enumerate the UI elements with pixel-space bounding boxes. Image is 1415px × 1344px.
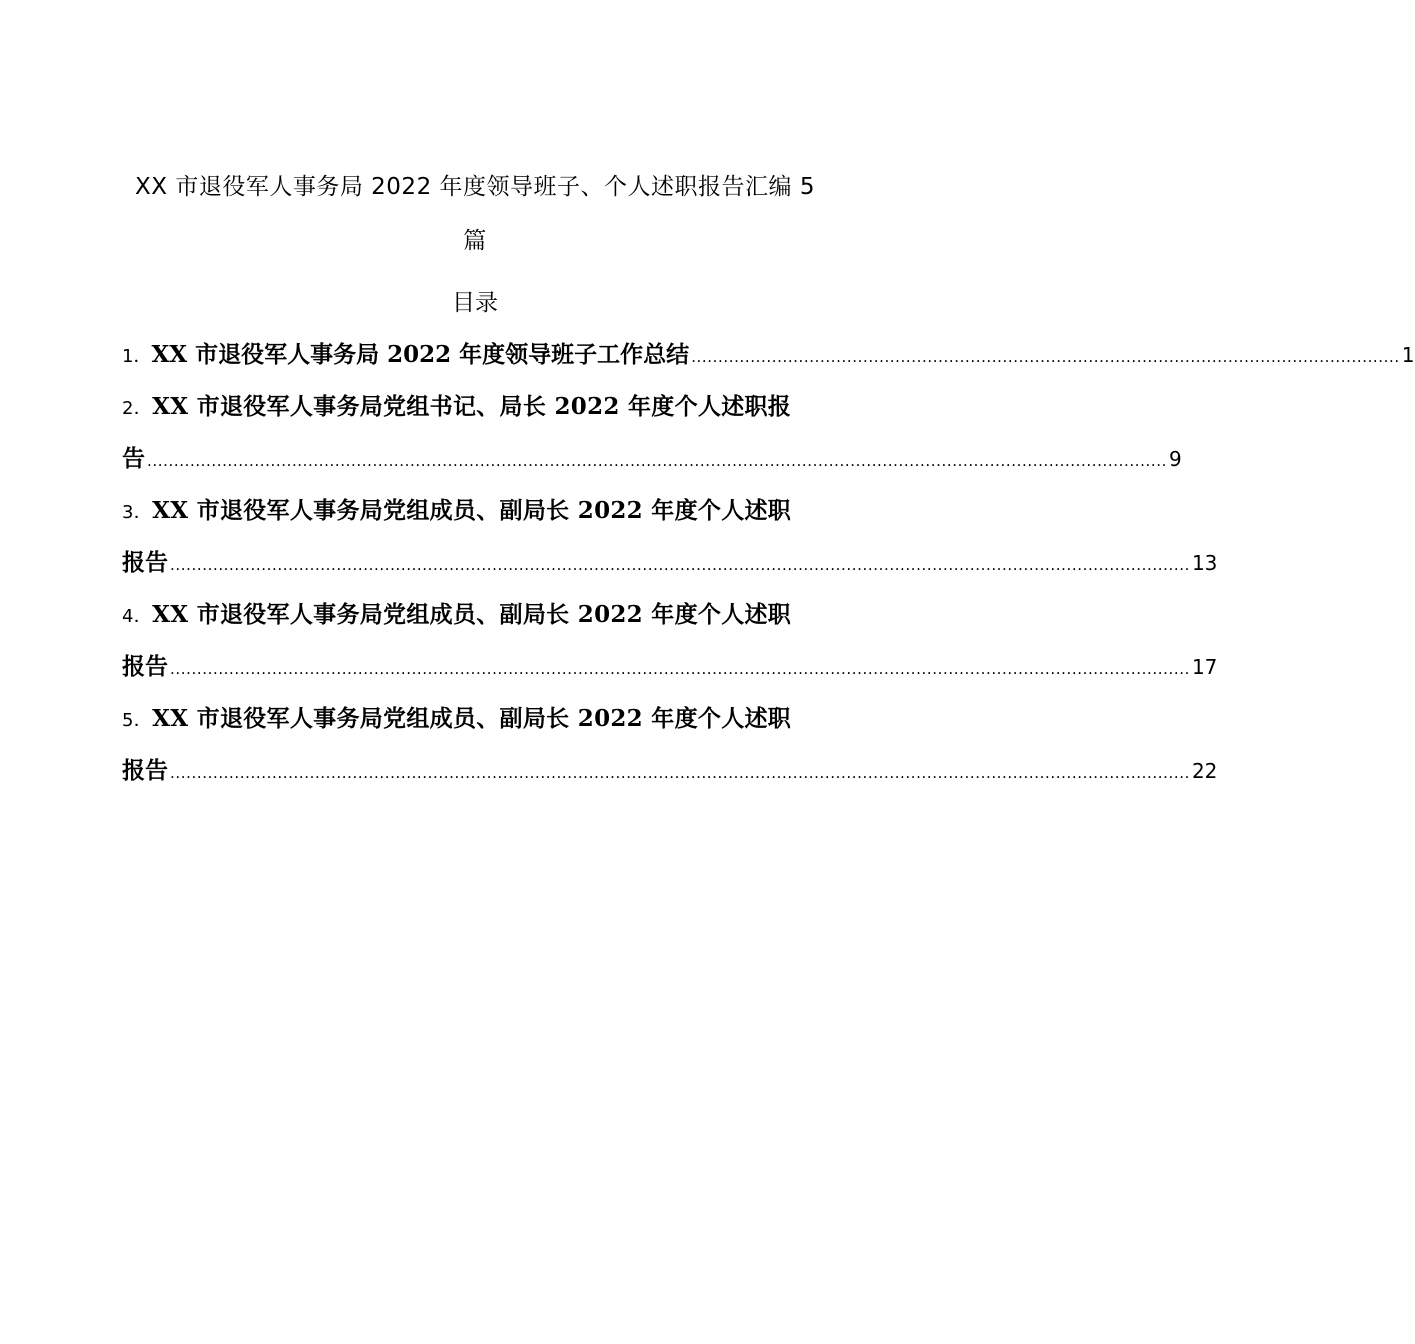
toc-entry-number: 1． [122, 346, 152, 367]
toc-entry-2[interactable] [122, 382, 1182, 486]
toc-entry-title: XX 市退役军人事务局 2022 年度领导班子工作总结 [151, 341, 690, 368]
toc-entry-1[interactable] [122, 330, 1415, 382]
toc-entry-page: 13 [1191, 551, 1218, 575]
toc-entry-title: XX 市退役军人事务局党组成员、副局长 2022 年度个人述职 [152, 705, 792, 732]
toc-heading: 目录 [452, 290, 498, 316]
table-of-contents [122, 330, 1415, 798]
toc-leader-dots: .............................................................................................................................................................................................. [170, 764, 1190, 782]
toc-leader-dots: .............................................................................................................................................................................................. [170, 660, 1190, 678]
toc-entry-title-continued: 报告 [122, 653, 168, 680]
toc-entry-number: 5． [122, 710, 153, 731]
toc-entry-title: XX 市退役军人事务局党组成员、副局长 2022 年度个人述职 [152, 601, 792, 628]
toc-entry-page: 1 [1401, 343, 1415, 367]
toc-entry-title: XX 市退役军人事务局党组成员、副局长 2022 年度个人述职 [152, 497, 792, 524]
toc-entry-title: XX 市退役军人事务局党组书记、局长 2022 年度个人述职报 [152, 393, 792, 420]
toc-entry-number: 3． [122, 502, 153, 523]
toc-entry-4[interactable] [122, 590, 1218, 694]
toc-leader-dots: .................................................................................................................................... [691, 348, 1400, 366]
toc-entry-number: 2． [122, 398, 153, 419]
toc-entry-3[interactable] [122, 486, 1218, 590]
toc-entry-number: 4． [122, 606, 153, 627]
toc-leader-dots: .............................................................................................................................................................................................. [147, 452, 1167, 470]
toc-entry-title-continued: 告 [122, 445, 145, 472]
document-title [122, 160, 828, 268]
toc-entry-title-continued: 报告 [122, 757, 168, 784]
document-title-line-2: 篇 [463, 228, 487, 254]
toc-entry-title-continued: 报告 [122, 549, 168, 576]
toc-entry-page: 22 [1191, 759, 1218, 783]
toc-leader-dots: .............................................................................................................................................................................................. [170, 556, 1190, 574]
toc-entry-5[interactable] [122, 694, 1218, 798]
toc-entry-page: 17 [1191, 655, 1218, 679]
document-title-line-1: XX 市退役军人事务局 2022 年度领导班子、个人述职报告汇编 5 [135, 174, 815, 200]
toc-entry-page: 9 [1168, 447, 1182, 471]
